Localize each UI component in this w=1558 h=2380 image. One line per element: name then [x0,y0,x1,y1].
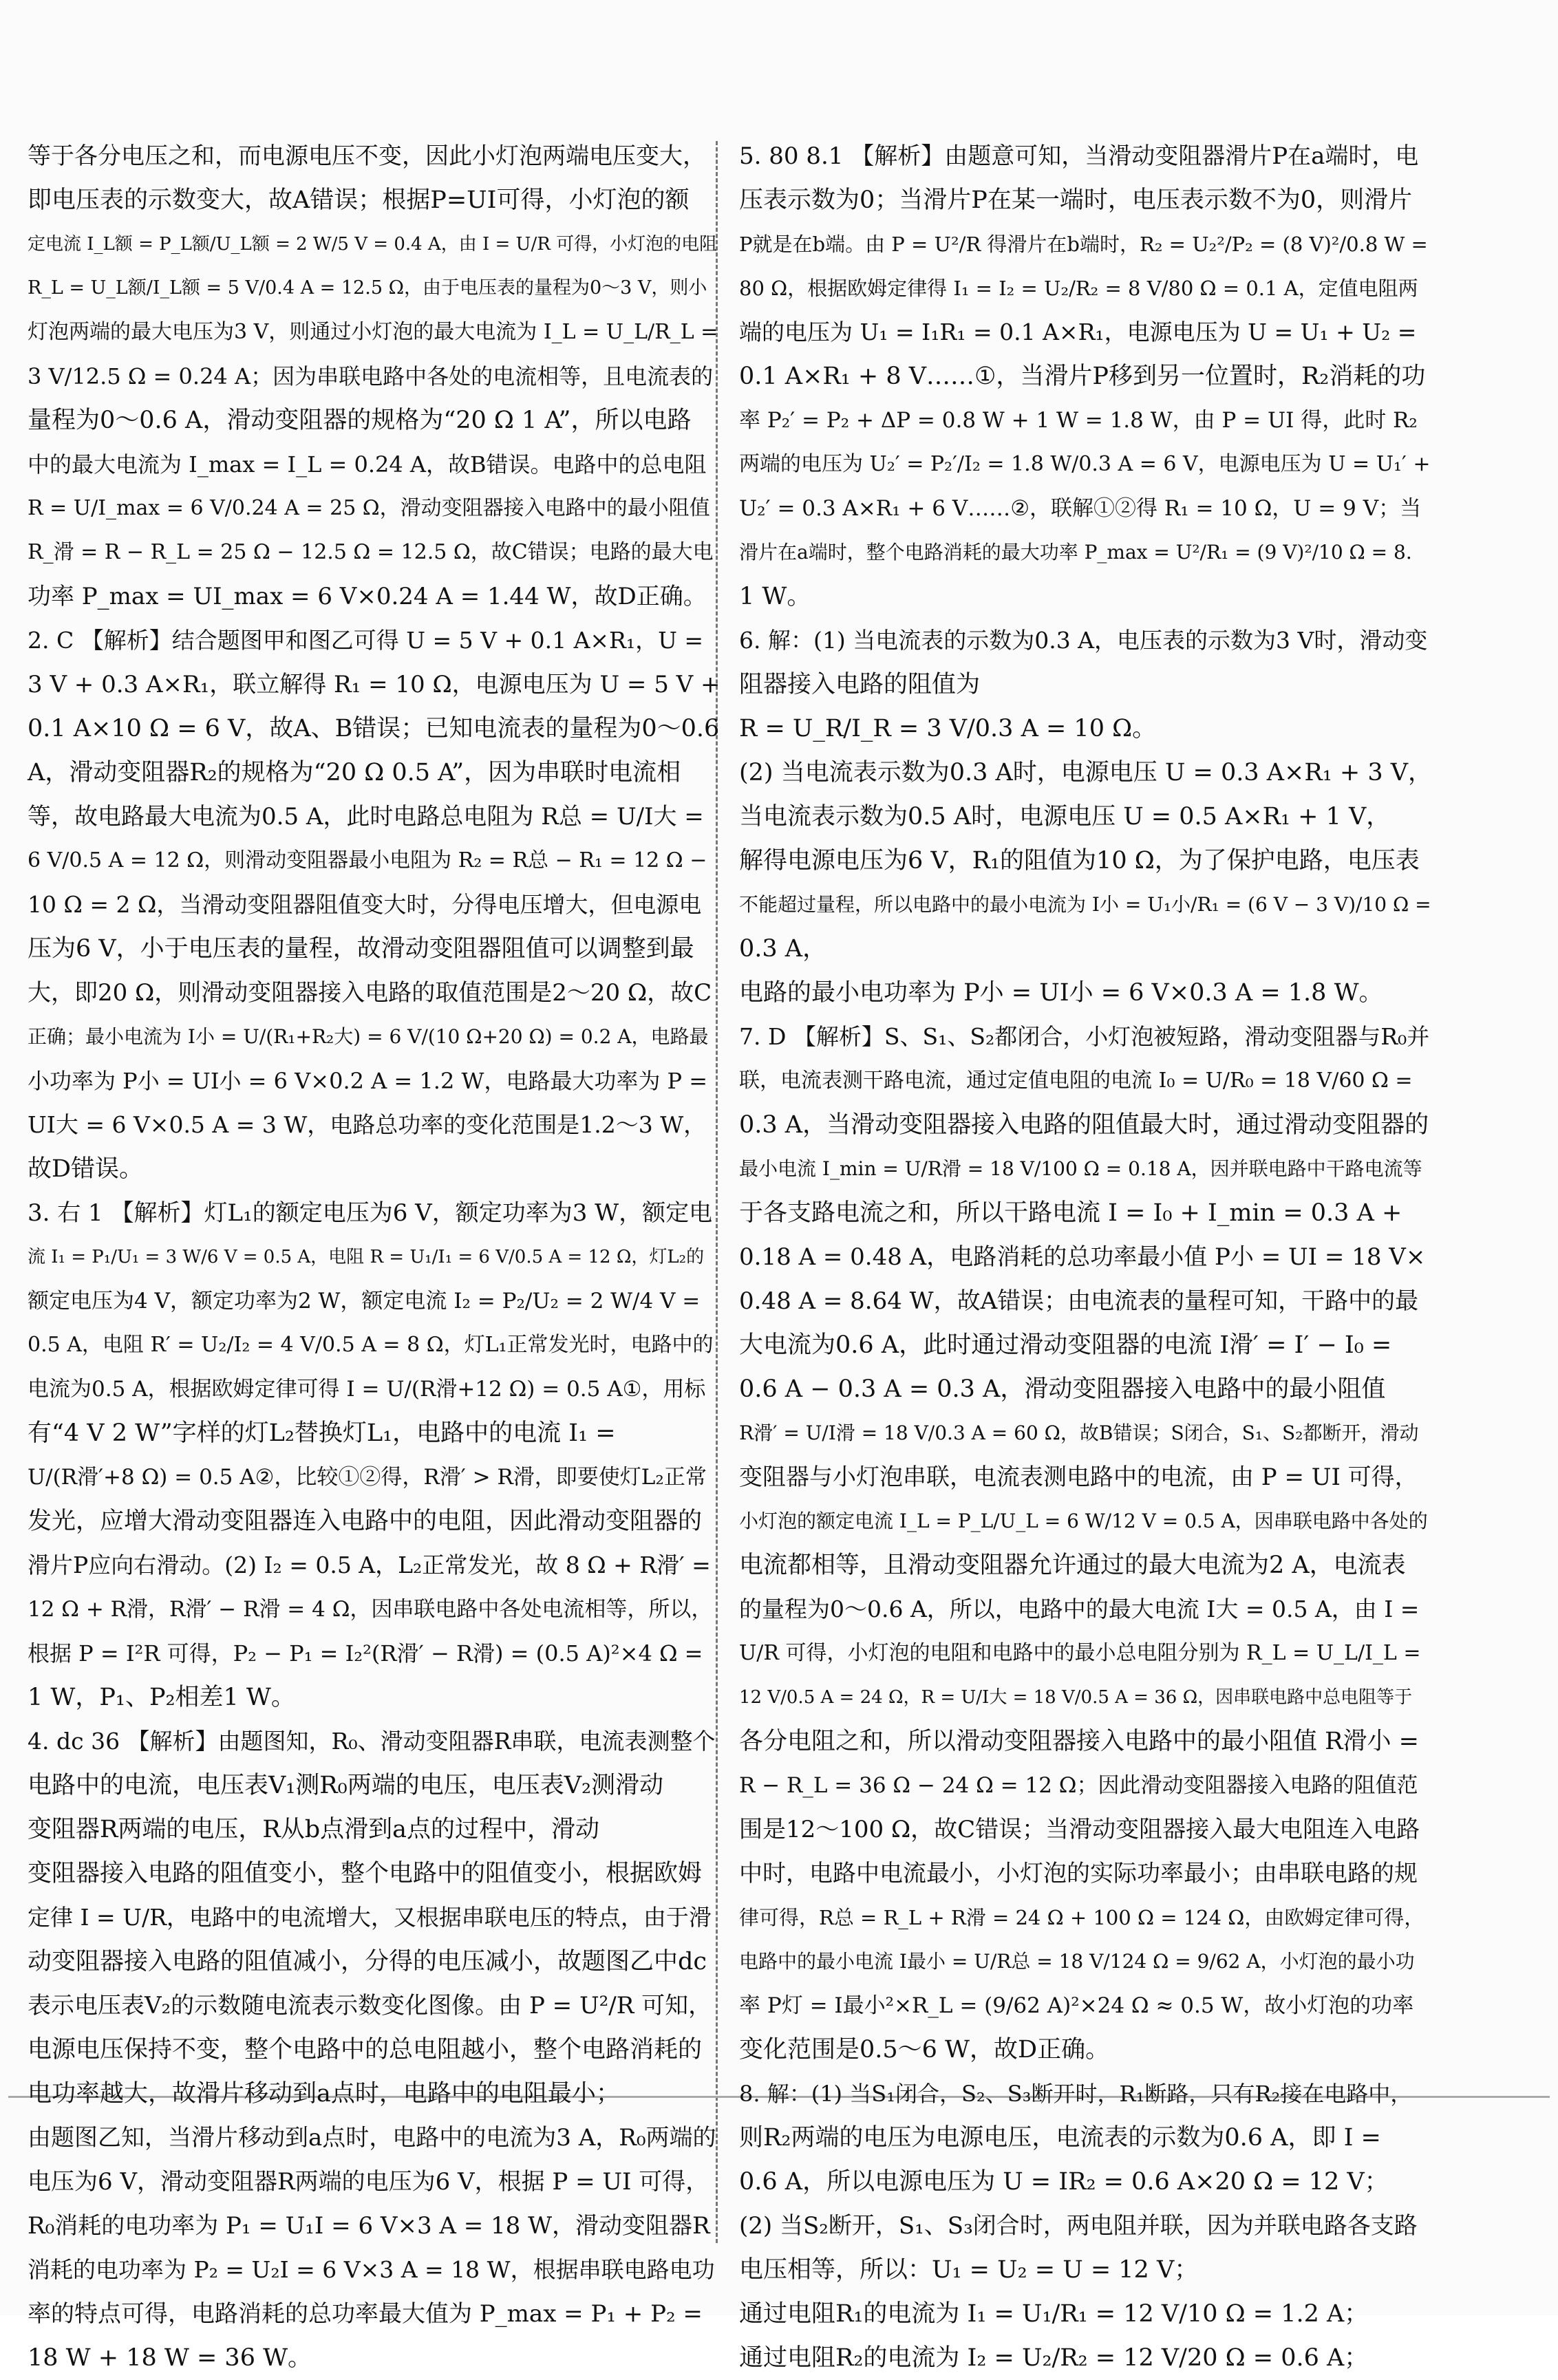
left-column-line: 12 Ω + R滑，R滑′ − R滑 = 4 Ω，因串联电路中各处电流相等，所以， [28,1597,713,1622]
right-column-line: 当电流表示数为0.5 A时，电源电压 U = 0.5 A×R₁ + 1 V， [739,803,1391,830]
right-column-line: 不能超过量程，所以电路中的最小电流为 I小 = U₁小/R₁ = (6 V − 3 V)/10 Ω = [739,893,1431,916]
right-column-line: 滑片在a端时，整个电路消耗的最大功率 P_max = U²/R₁ = (9 V)²/10 Ω = 8. [739,541,1412,564]
left-column-line: 正确；最小电流为 I小 = U/(R₁+R₂大) = 6 V/(10 Ω+20 Ω) = 0.2 A，电路最 [28,1025,709,1048]
right-column-line: 6. 解：(1) 当电流表的示数为0.3 A，电压表的示数为3 V时，滑动变 [739,627,1428,654]
left-column-line: 滑片P应向右滑动。(2) I₂ = 0.5 A，L₂正常发光，故 8 Ω + R滑′ = [28,1552,711,1578]
right-column-line: R = U_R/I_R = 3 V/0.3 A = 10 Ω。 [739,715,1157,742]
left-column-line: 根据 P = I²R 可得，P₂ − P₁ = I₂²(R滑′ − R滑) = (0.5 A)²×4 Ω = [28,1640,703,1666]
left-column-line: 4. dc 36 【解析】由题图知，R₀、滑动变阻器R串联，电流表测整个 [28,1728,716,1755]
left-column-line: R = U/I_max = 6 V/0.24 A = 25 Ω，滑动变阻器接入电路中的最小阻值 [28,496,710,520]
left-column-line: UI大 = 6 V×0.5 A = 3 W，电路总功率的变化范围是1.2～3 W， [28,1111,707,1138]
right-column-line: 通过电阻R₂的电流为 I₂ = U₂/R₂ = 12 V/20 Ω = 0.6 A； [739,2344,1369,2372]
right-column [739,134,1433,2380]
left-column-line: 0.1 A×10 Ω = 6 V，故A、B错误；已知电流表的量程为0～0.6 [28,715,720,742]
left-column-line: 等，故电路最大电流为0.5 A，此时电路总电阻为 R总 = U/I大 = [28,803,704,830]
right-column-line: 各分电阻之和，所以滑动变阻器接入电路中的最小阻值 R滑小 = [739,1728,1419,1755]
right-column-line: 电流都相等，且滑动变阻器允许通过的最大电流为2 A，电流表 [739,1552,1406,1579]
right-column-line: 率 P₂′ = P₂ + ΔP = 0.8 W + 1 W = 1.8 W，由 P = UI 得，此时 R₂ [739,408,1418,433]
right-column-line: 解得电源电压为6 V，R₁的阻值为10 Ω，为了保护电路，电压表 [739,847,1420,875]
right-column-line: 则R₂两端的电压为电源电压，电流表的示数为0.6 A，即 I = [739,2124,1381,2152]
right-column-line: 0.48 A = 8.64 W，故A错误；由电流表的量程可知，干路中的最 [739,1287,1419,1315]
right-column-line: 电路中的最小电流 I最小 = U/R总 = 18 V/124 Ω = 9/62 A，小灯泡的最小功 [739,1950,1415,1973]
right-column-line: 5. 80 8.1 【解析】由题意可知，当滑动变阻器滑片P在a端时，电 [739,142,1419,170]
right-column-line: 0.6 A − 0.3 A = 0.3 A，滑动变阻器接入电路中的最小阻值 [739,1375,1386,1403]
right-column-line: 0.1 A×R₁ + 8 V……①，当滑片P移到另一位置时，R₂消耗的功 [739,363,1426,390]
right-column-line: (2) 当电流表示数为0.3 A时，电源电压 U = 0.3 A×R₁ + 3 V， [739,759,1432,786]
left-column-line: 由题图乙知，当滑片移动到a点时，电路中的电流为3 A，R₀两端的 [28,2124,716,2152]
right-column-line: 中时，电路中电流最小，小灯泡的实际功率最小；由串联电路的规 [739,1860,1418,1887]
right-column-line: 两端的电压为 U₂′ = P₂′/I₂ = 1.8 W/0.3 A = 6 V，电源电压为 U = U₁′ + [739,452,1431,476]
left-column-line: 流 I₁ = P₁/U₁ = 3 W/6 V = 0.5 A，电阻 R = U₁/I₁ = 6 V/0.5 A = 12 Ω，灯L₂的 [28,1247,705,1267]
left-column-line: 小功率为 P小 = UI小 = 6 V×0.2 A = 1.2 W，电路最大功率为 P = [28,1068,708,1094]
right-column-line: 电压相等，所以：U₁ = U₂ = U = 12 V； [739,2256,1199,2284]
left-column-line: 10 Ω = 2 Ω，当滑动变阻器阻值变大时，分得电压增大，但电源电 [28,891,702,918]
right-column-line: 联，电流表测干路电流，通过定值电阻的电流 I₀ = U/R₀ = 18 V/60 Ω = [739,1069,1413,1093]
right-column-line: 阻器接入电路的阻值为 [739,671,981,698]
right-column-line: U/R 可得，小灯泡的电阻和电路中的最小总电阻分别为 R_L = U_L/I_L = [739,1641,1421,1665]
right-column-line: 0.6 A，所以电源电压为 U = IR₂ = 0.6 A×20 Ω = 12 V； [739,2168,1389,2196]
right-column-line: 的量程为0～0.6 A，所以，电路中的最大电流 I大 = 0.5 A，由 I = [739,1596,1420,1622]
left-column-line: 功率 P_max = UI_max = 6 V×0.24 A = 1.44 W，故D正确。 [28,583,707,610]
left-column-line: 3 V/12.5 Ω = 0.24 A；因为串联电路中各处的电流相等，且电流表的 [28,363,714,389]
right-column-line: 围是12～100 Ω，故C错误；当滑动变阻器接入最大电阻连入电路 [739,1816,1420,1843]
left-column-line: R₀消耗的电功率为 P₁ = U₁I = 6 V×3 A = 18 W，滑动变阻器R [28,2212,710,2240]
right-column-line: R − R_L = 36 Ω − 24 Ω = 12 Ω；因此滑动变阻器接入电路的阻值范 [739,1773,1418,1798]
right-column-line: 0.3 A，当滑动变阻器接入电路的阻值最大时，通过滑动变阻器的 [739,1111,1429,1139]
left-column-line: 即电压表的示数变大，故A错误；根据P=UI可得，小灯泡的额 [28,186,690,214]
right-column-line: 8. 解：(1) 当S₁闭合，S₂、S₃断开时，R₁断路，只有R₂接在电路中， [739,2081,1413,2107]
left-column-line: 定电流 I_L额 = P_L额/U_L额 = 2 W/5 V = 0.4 A，由 I = U/R 可得，小灯泡的电阻 [28,234,718,255]
left-column [28,134,721,2380]
left-column-line: 故D错误。 [28,1155,144,1183]
right-column-line: 0.18 A = 0.48 A，电路消耗的总功率最小值 P小 = UI = 18 V× [739,1243,1426,1271]
left-column-line: 灯泡两端的最大电压为3 V，则通过小灯泡的最大电流为 I_L = U_L/R_L = [28,320,718,344]
left-column-line: 电功率越大，故滑片移动到a点时，电路中的电阻最小； [28,2080,620,2108]
left-column-line: 1 W，P₁、P₂相差1 W。 [28,1684,295,1711]
left-column-line: 电流为0.5 A，根据欧姆定律可得 I = U/(R滑+12 Ω) = 0.5 A①，用标 [28,1377,706,1402]
right-column-line: 压表示数为0；当滑片P在某一端时，电压表示数不为0，则滑片 [739,186,1413,214]
left-column-line: 中的最大电流为 I_max = I_L = 0.24 A，故B错误。电路中的总电阻 [28,451,707,478]
left-column-line: 压为6 V，小于电压表的量程，故滑动变阻器阻值可以调整到最 [28,935,694,963]
left-column-line: 等于各分电压之和，而电源电压不变，因此小灯泡两端电压变大， [28,142,706,170]
left-column-line: A，滑动变阻器R₂的规格为“20 Ω 0.5 A”，因为串联时电流相 [28,759,681,786]
left-column-line: 大，即20 Ω，则滑动变阻器接入电路的取值范围是2～20 Ω，故C [28,979,712,1007]
left-column-line: 3. 右 1 【解析】灯L₁的额定电压为6 V，额定功率为3 W，额定电 [28,1199,713,1227]
left-column-line: 电路中的电流，电压表V₁测R₀两端的电压，电压表V₂测滑动 [28,1772,663,1799]
right-column-line: 率 P灯 = I最小²×R_L = (9/62 A)²×24 Ω ≈ 0.5 W，故小灯泡的功率 [739,1993,1414,2018]
left-column-line: 电压为6 V，滑动变阻器R两端的电压为6 V，根据 P = UI 可得， [28,2168,709,2196]
right-column-line: R滑′ = U/I滑 = 18 V/0.3 A = 60 Ω，故B错误；S闭合，S₁、S₂都断开，滑动 [739,1422,1419,1444]
right-column-line: 变化范围是0.5～6 W，故D正确。 [739,2036,1110,2063]
left-column-line: 有“4 V 2 W”字样的灯L₂替换灯L₁，电路中的电流 I₁ = [28,1419,616,1447]
left-column-line: 表示电压表V₂的示数随电流表示数变化图像。由 P = U²/R 可知， [28,1992,712,2019]
right-column-line: U₂′ = 0.3 A×R₁ + 6 V……②，联解①②得 R₁ = 10 Ω，U = 9 V；当 [739,496,1422,521]
right-column-line: 变阻器与小灯泡串联，电流表测电路中的电流，由 P = UI 可得， [739,1464,1418,1491]
right-column-line: 80 Ω，根据欧姆定律得 I₁ = I₂ = U₂/R₂ = 8 V/80 Ω = 0.1 A，定值电阻两 [739,277,1418,300]
left-column-line: 6 V/0.5 A = 12 Ω，则滑动变阻器最小电阻为 R₂ = R总 − R₁ = 12 Ω − [28,848,707,872]
right-column-line: 1 W。 [739,583,811,610]
left-column-line: 0.5 A，电阻 R′ = U₂/I₂ = 4 V/0.5 A = 8 Ω，灯L₁正常发光时，电路中的 [28,1333,714,1357]
left-column-line: 定律 I = U/R，电路中的电流增大，又根据串联电压的特点，由于滑 [28,1904,712,1931]
left-column-line: 发光，应增大滑动变阻器连入电路中的电阻，因此滑动变阻器的 [28,1508,703,1535]
left-column-line: 动变阻器接入电路的阻值减小，分得的电压减小，故题图乙中dc [28,1948,707,1975]
left-column-line: 18 W + 18 W = 36 W。 [28,2344,312,2372]
left-column-line: 2. C 【解析】结合题图甲和图乙可得 U = 5 V + 0.1 A×R₁，U = [28,627,704,654]
left-column-line: 电源电压保持不变，整个电路中的总电阻越小，整个电路消耗的 [28,2036,703,2063]
right-column-line: 7. D 【解析】S、S₁、S₂都闭合，小灯泡被短路，滑动变阻器与R₀并 [739,1023,1430,1050]
right-column-line: 12 V/0.5 A = 24 Ω，R = U/I大 = 18 V/0.5 A = 36 Ω，因串联电路中总电阻等于 [739,1687,1413,1708]
left-column-line: R_滑 = R − R_L = 25 Ω − 12.5 Ω = 12.5 Ω，故C错误；电路的最大电 [28,540,714,564]
right-column-line: 0.3 A， [739,935,827,963]
right-column-line: 小灯泡的额定电流 I_L = P_L/U_L = 6 W/12 V = 0.5 A，因串联电路中各处的 [739,1510,1428,1532]
right-column-line: P就是在b端。由 P = U²/R 得滑片在b端时，R₂ = U₂²/P₂ = (8 V)²/0.8 W = [739,233,1428,256]
right-column-line: 大电流为0.6 A，此时通过滑动变阻器的电流 I滑′ = I′ − I₀ = [739,1331,1392,1359]
left-column-line: 变阻器接入电路的阻值变小，整个电路中的阻值变小，根据欧姆 [28,1860,703,1887]
left-column-line: 额定电压为4 V，额定功率为2 W，额定电流 I₂ = P₂/U₂ = 2 W/4 V = [28,1289,701,1314]
right-column-line: 于各支路电流之和，所以干路电流 I = I₀ + I_min = 0.3 A + [739,1199,1402,1227]
right-column-line: 最小电流 I_min = U/R滑 = 18 V/100 Ω = 0.18 A，因并联电路中干路电流等 [739,1157,1422,1180]
left-column-line: R_L = U_L额/I_L额 = 5 V/0.4 A = 12.5 Ω，由于电压表的量程为0～3 V，则小 [28,277,707,299]
left-column-line: 变阻器R两端的电压，R从b点滑到a点的过程中，滑动 [28,1816,599,1843]
right-column-line: 通过电阻R₁的电流为 I₁ = U₁/R₁ = 12 V/10 Ω = 1.2 A； [739,2300,1369,2328]
right-column-line: 端的电压为 U₁ = I₁R₁ = 0.1 A×R₁，电源电压为 U = U₁ + U₂ = [739,319,1417,345]
left-column-line: 率的特点可得，电路消耗的总功率最大值为 P_max = P₁ + P₂ = [28,2300,703,2328]
right-column-line: (2) 当S₂断开，S₁、S₃闭合时，两电阻并联，因为并联电路各支路 [739,2212,1418,2240]
left-column-line: 消耗的电功率为 P₂ = U₂I = 6 V×3 A = 18 W，根据串联电路电功 [28,2256,715,2283]
right-column-line: 律可得，R总 = R_L + R滑 = 24 Ω + 100 Ω = 124 Ω，由欧姆定律可得， [739,1906,1424,1929]
left-column-line: 量程为0～0.6 A，滑动变阻器的规格为“20 Ω 1 A”，所以电路 [28,407,692,434]
right-column-line: 电路的最小电功率为 P小 = UI小 = 6 V×0.3 A = 1.8 W。 [739,979,1383,1007]
left-column-line: U/(R滑′+8 Ω) = 0.5 A②，比较①②得，R滑′ > R滑，即要使灯L₂正常 [28,1465,707,1490]
left-column-line: 3 V + 0.3 A×R₁，联立解得 R₁ = 10 Ω，电源电压为 U = 5 V + [28,671,721,698]
